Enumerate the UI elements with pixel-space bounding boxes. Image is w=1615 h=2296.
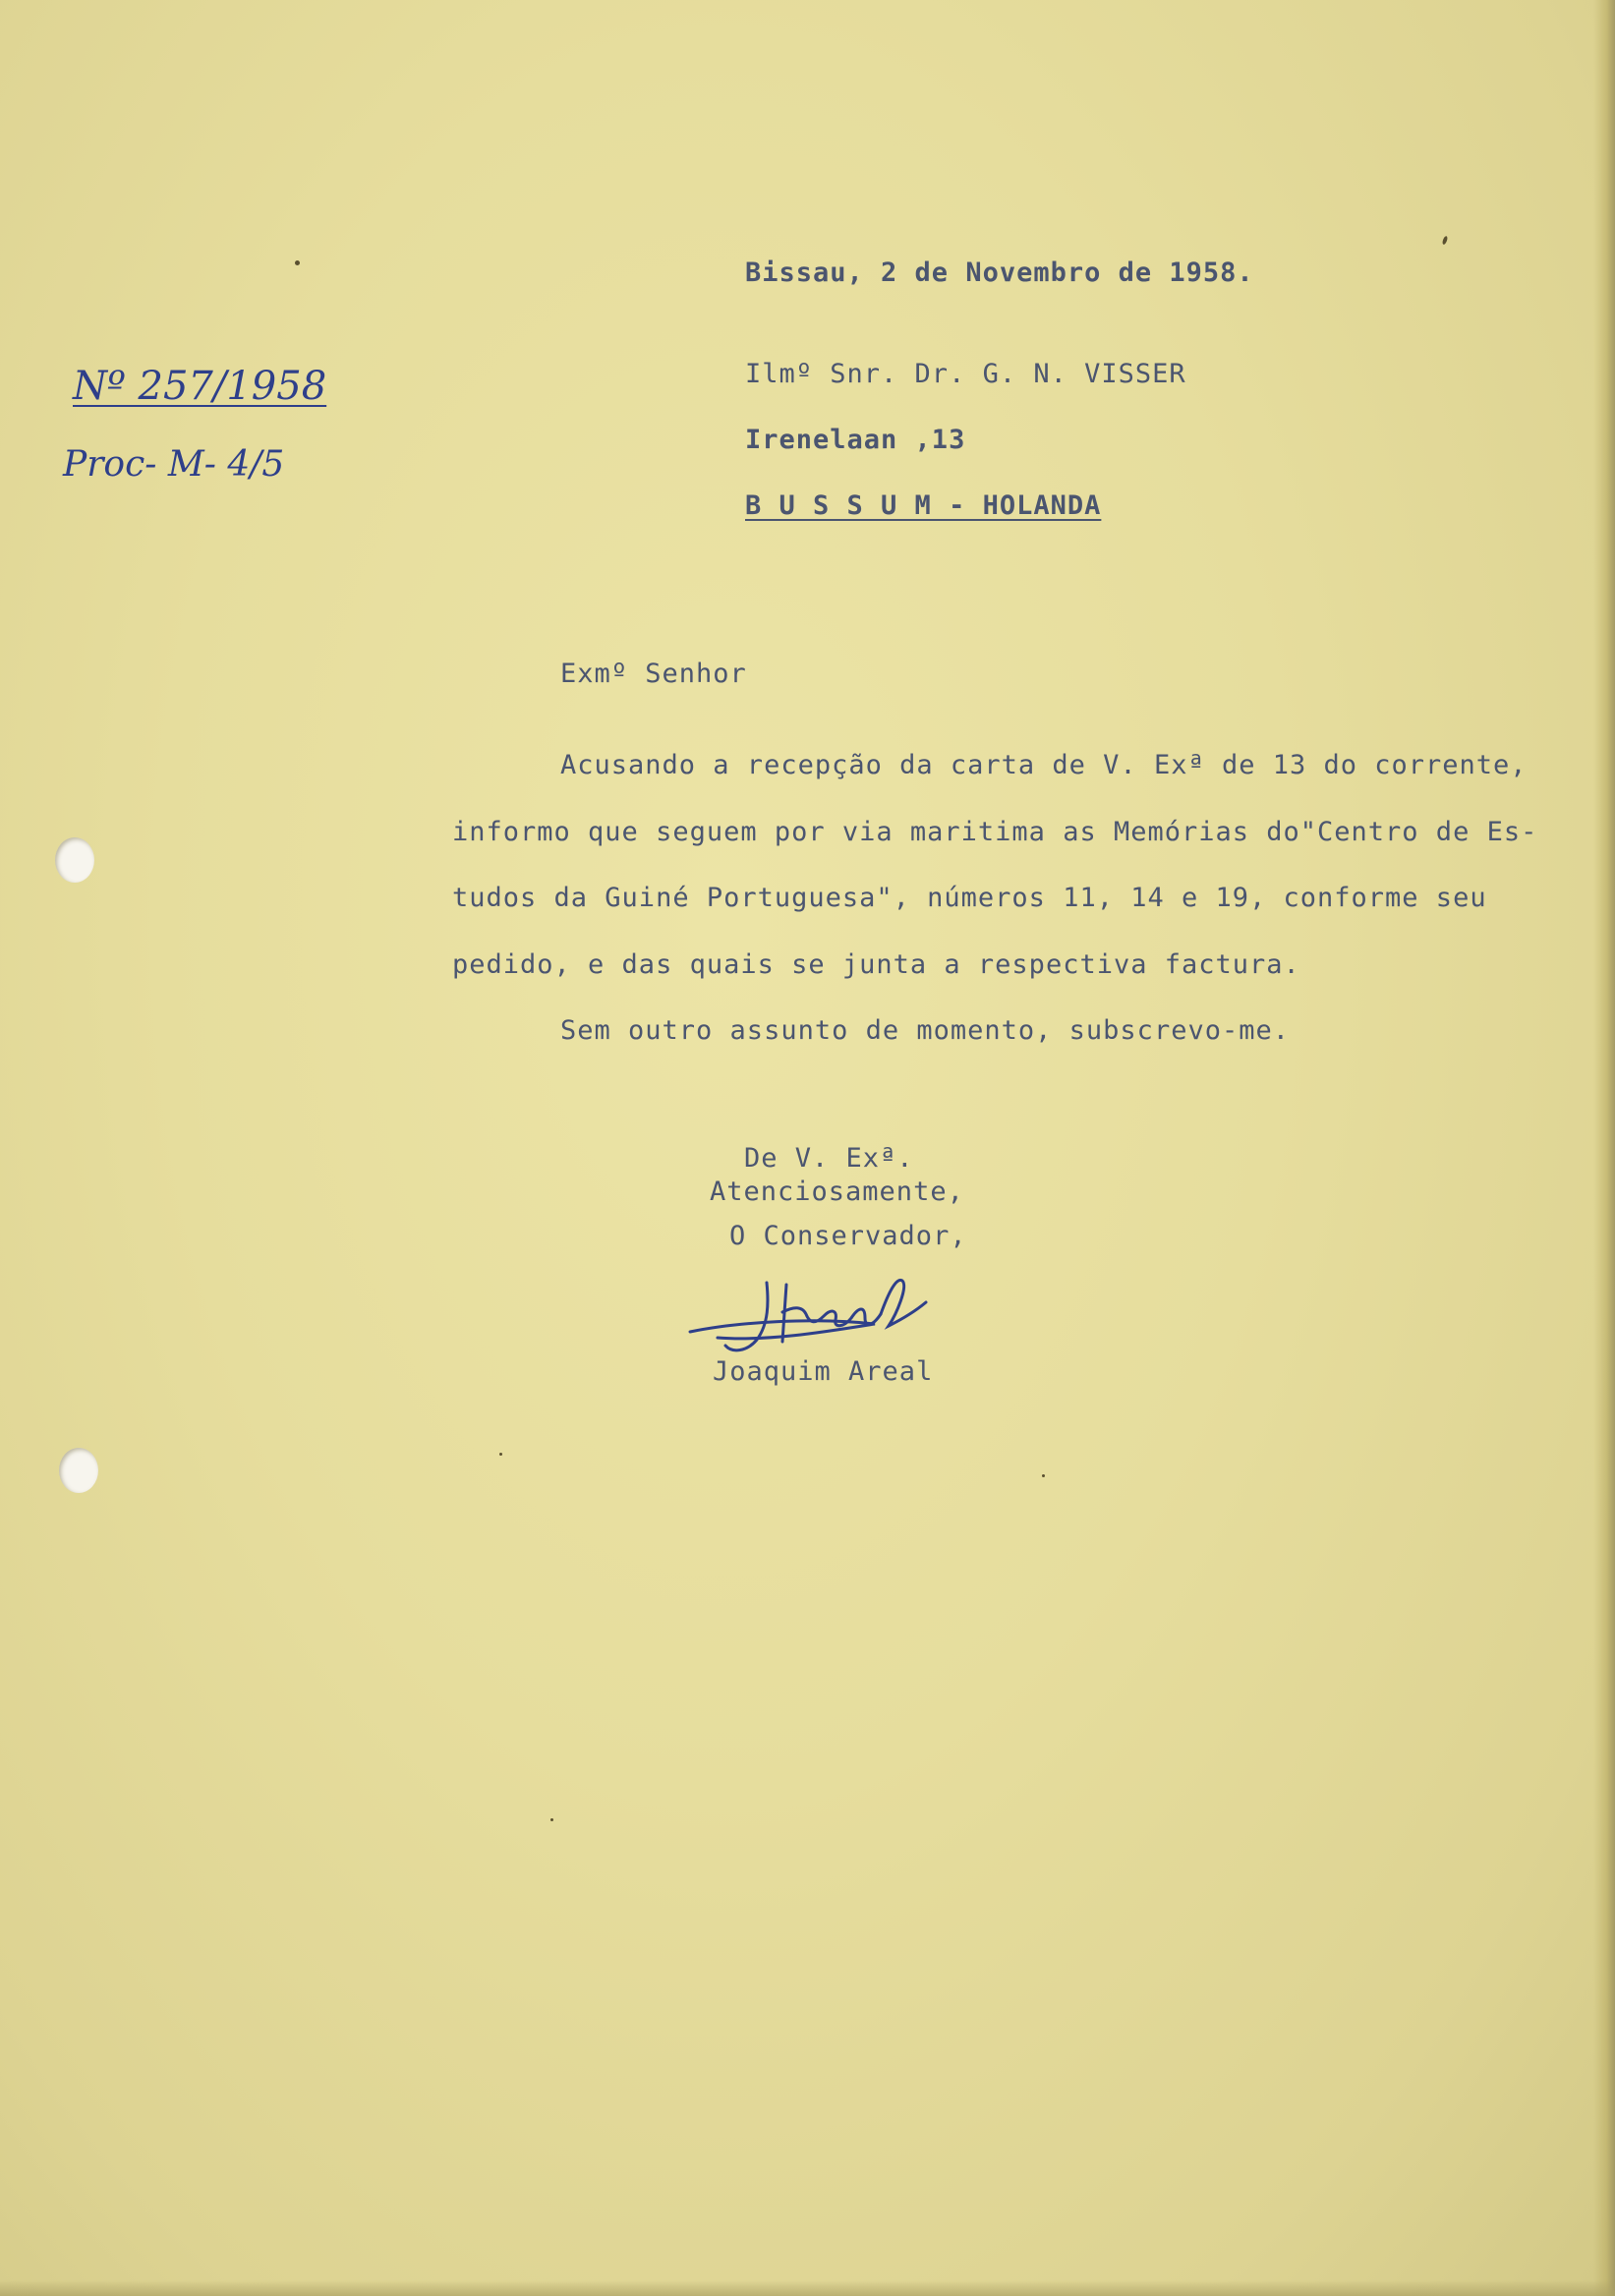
punch-hole-top <box>55 837 94 883</box>
date-line: Bissau, 2 de Novembro de 1958. <box>745 258 1254 288</box>
paper-speck <box>1042 1474 1045 1477</box>
paper-speck <box>1442 236 1449 246</box>
recipient-name: Ilmº Snr. Dr. G. N. VISSER <box>745 359 1186 389</box>
handwritten-process-reference: Proc- M- 4/5 <box>63 444 285 485</box>
paper-edge-right <box>1593 0 1615 2296</box>
recipient-street: Irenelaan ,13 <box>745 425 966 455</box>
handwritten-reference-number: Nº 257/1958 <box>73 364 327 409</box>
body-line: Sem outro assunto de momento, subscrevo-me. <box>560 1015 1290 1046</box>
paper-speck <box>295 260 300 265</box>
closing-line: Atenciosamente, <box>710 1177 964 1207</box>
body-line: pedido, e das quais se junta a respectiva factura. <box>452 949 1300 980</box>
body-line: Acusando a recepção da carta de V. Exª de 13 do corrente, <box>560 750 1528 780</box>
paper-speck <box>550 1818 553 1821</box>
body-line: informo que seguem por via maritima as Memórias do"Centro de Es- <box>452 817 1538 847</box>
signature-image <box>678 1263 983 1371</box>
paper-edge-bottom <box>0 2280 1615 2296</box>
closing-line: O Conservador, <box>729 1221 967 1251</box>
closing-line: De V. Exª. <box>744 1143 914 1174</box>
punch-hole-bottom <box>59 1448 98 1493</box>
salutation: Exmº Senhor <box>560 659 747 689</box>
body-line: tudos da Guiné Portuguesa", números 11, 14 e 19, conforme seu <box>452 883 1487 913</box>
signer-name: Joaquim Areal <box>713 1356 934 1387</box>
paper-speck <box>499 1453 502 1456</box>
recipient-city: B U S S U M - HOLANDA <box>745 490 1102 521</box>
